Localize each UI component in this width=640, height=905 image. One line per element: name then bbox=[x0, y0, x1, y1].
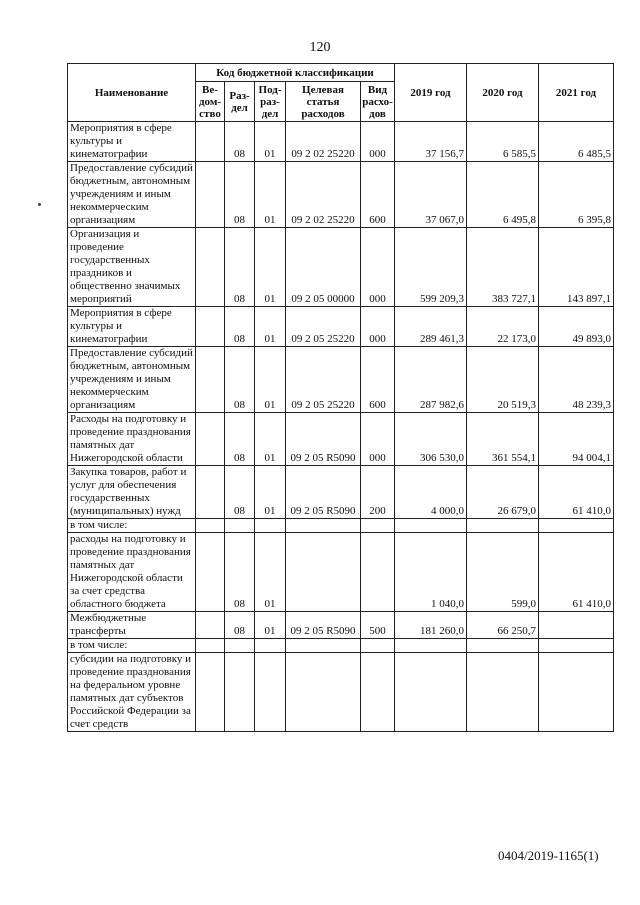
row-ved bbox=[196, 612, 225, 639]
row-name: Мероприятия в сфере культуры и кинематографии bbox=[68, 307, 196, 347]
row-vid: 600 bbox=[361, 347, 395, 413]
row-name: в том числе: bbox=[68, 639, 196, 653]
row-razdel: 08 bbox=[225, 307, 255, 347]
row-ved bbox=[196, 347, 225, 413]
row-target: 09 2 02 25220 bbox=[286, 122, 361, 162]
row-2019 bbox=[395, 639, 467, 653]
row-name: Мероприятия в сфере культуры и кинематографии bbox=[68, 122, 196, 162]
row-ved bbox=[196, 519, 225, 533]
header-razdel: Раз-дел bbox=[225, 82, 255, 122]
row-ved bbox=[196, 653, 225, 732]
row-podrazdel bbox=[255, 639, 286, 653]
row-2019: 306 530,0 bbox=[395, 413, 467, 466]
row-razdel: 08 bbox=[225, 612, 255, 639]
row-2020 bbox=[467, 639, 539, 653]
row-2020: 22 173,0 bbox=[467, 307, 539, 347]
row-podrazdel bbox=[255, 653, 286, 732]
row-2021: 61 410,0 bbox=[539, 533, 614, 612]
row-podrazdel: 01 bbox=[255, 228, 286, 307]
row-vid bbox=[361, 533, 395, 612]
row-2020: 66 250,7 bbox=[467, 612, 539, 639]
table-row bbox=[68, 162, 614, 228]
row-2019: 37 067,0 bbox=[395, 162, 467, 228]
row-2019: 181 260,0 bbox=[395, 612, 467, 639]
row-target: 09 2 05 R5090 bbox=[286, 612, 361, 639]
row-name: расходы на подготовку и проведение празднования памятных дат Нижегородской области за счет средства областного бюджета bbox=[68, 533, 196, 612]
row-ved bbox=[196, 228, 225, 307]
row-2020: 383 727,1 bbox=[467, 228, 539, 307]
row-podrazdel: 01 bbox=[255, 307, 286, 347]
row-vid bbox=[361, 639, 395, 653]
document-code: 0404/2019-1165(1) bbox=[498, 848, 599, 863]
row-target bbox=[286, 653, 361, 732]
row-vid: 000 bbox=[361, 122, 395, 162]
header-vedomstvo: Ве-дом-ство bbox=[196, 82, 225, 122]
row-razdel bbox=[225, 519, 255, 533]
row-target bbox=[286, 519, 361, 533]
row-ved bbox=[196, 122, 225, 162]
row-name: Закупка товаров, работ и услуг для обеспечения государственных (муниципальных) нужд bbox=[68, 466, 196, 519]
row-2019: 287 982,6 bbox=[395, 347, 467, 413]
row-2019: 37 156,7 bbox=[395, 122, 467, 162]
header-budget-code: Код бюджетной классификации bbox=[196, 64, 395, 82]
row-ved bbox=[196, 466, 225, 519]
table-row bbox=[68, 122, 614, 162]
row-vid: 000 bbox=[361, 228, 395, 307]
row-name: Предоставление субсидий бюджетным, автономным учреждениям и иным некоммерческим организациям bbox=[68, 162, 196, 228]
row-vid: 000 bbox=[361, 307, 395, 347]
row-name: в том числе: bbox=[68, 519, 196, 533]
stray-mark bbox=[38, 203, 41, 206]
table-row bbox=[68, 533, 614, 612]
row-name: Расходы на подготовку и проведение празднования памятных дат Нижегородской области bbox=[68, 413, 196, 466]
row-2021: 61 410,0 bbox=[539, 466, 614, 519]
row-podrazdel: 01 bbox=[255, 162, 286, 228]
header-2021: 2021 год bbox=[539, 64, 614, 122]
header-target: Целевая статья расходов bbox=[286, 82, 361, 122]
row-ved bbox=[196, 413, 225, 466]
row-target bbox=[286, 533, 361, 612]
row-2020: 599,0 bbox=[467, 533, 539, 612]
row-razdel: 08 bbox=[225, 162, 255, 228]
row-2019: 289 461,3 bbox=[395, 307, 467, 347]
budget-table bbox=[67, 63, 614, 732]
table-row bbox=[68, 612, 614, 639]
row-2021 bbox=[539, 612, 614, 639]
row-name: Предоставление субсидий бюджетным, автономным учреждениям и иным некоммерческим организациям bbox=[68, 347, 196, 413]
row-2020: 26 679,0 bbox=[467, 466, 539, 519]
row-ved bbox=[196, 533, 225, 612]
row-razdel: 08 bbox=[225, 228, 255, 307]
row-razdel bbox=[225, 639, 255, 653]
row-target: 09 2 05 25220 bbox=[286, 307, 361, 347]
table-row bbox=[68, 347, 614, 413]
row-razdel: 08 bbox=[225, 533, 255, 612]
row-vid: 600 bbox=[361, 162, 395, 228]
row-podrazdel: 01 bbox=[255, 347, 286, 413]
row-2020 bbox=[467, 653, 539, 732]
row-name: Организация и проведение государственных праздников и общественно значимых мероприятий bbox=[68, 228, 196, 307]
row-2021: 6 485,5 bbox=[539, 122, 614, 162]
row-name: Межбюджетные трансферты bbox=[68, 612, 196, 639]
row-vid bbox=[361, 519, 395, 533]
table-row bbox=[68, 519, 614, 533]
row-target bbox=[286, 639, 361, 653]
row-target: 09 2 02 25220 bbox=[286, 162, 361, 228]
header-podrazdel: Под-раз-дел bbox=[255, 82, 286, 122]
table-row bbox=[68, 228, 614, 307]
row-2021: 94 004,1 bbox=[539, 413, 614, 466]
row-2021 bbox=[539, 519, 614, 533]
row-2021: 6 395,8 bbox=[539, 162, 614, 228]
row-razdel: 08 bbox=[225, 413, 255, 466]
table-row bbox=[68, 653, 614, 732]
row-2021: 49 893,0 bbox=[539, 307, 614, 347]
row-name: субсидии на подготовку и проведение празднования на федеральном уровне памятных дат субъектов Российской Федерации за счет средств bbox=[68, 653, 196, 732]
row-2019: 1 040,0 bbox=[395, 533, 467, 612]
header-2020: 2020 год bbox=[467, 64, 539, 122]
table-row bbox=[68, 413, 614, 466]
header-2019: 2019 год bbox=[395, 64, 467, 122]
row-2020: 6 495,8 bbox=[467, 162, 539, 228]
row-2019: 599 209,3 bbox=[395, 228, 467, 307]
row-podrazdel: 01 bbox=[255, 466, 286, 519]
row-2019: 4 000,0 bbox=[395, 466, 467, 519]
table-row bbox=[68, 307, 614, 347]
row-2021: 48 239,3 bbox=[539, 347, 614, 413]
row-2019 bbox=[395, 519, 467, 533]
row-podrazdel: 01 bbox=[255, 122, 286, 162]
row-vid bbox=[361, 653, 395, 732]
row-ved bbox=[196, 639, 225, 653]
header-name: Наименование bbox=[68, 64, 196, 122]
row-razdel bbox=[225, 653, 255, 732]
row-ved bbox=[196, 162, 225, 228]
row-razdel: 08 bbox=[225, 466, 255, 519]
row-ved bbox=[196, 307, 225, 347]
row-2021: 143 897,1 bbox=[539, 228, 614, 307]
row-vid: 500 bbox=[361, 612, 395, 639]
row-podrazdel: 01 bbox=[255, 413, 286, 466]
row-2019 bbox=[395, 653, 467, 732]
row-2020: 20 519,3 bbox=[467, 347, 539, 413]
table-row bbox=[68, 639, 614, 653]
row-target: 09 2 05 25220 bbox=[286, 347, 361, 413]
row-target: 09 2 05 R5090 bbox=[286, 413, 361, 466]
row-2020 bbox=[467, 519, 539, 533]
row-razdel: 08 bbox=[225, 122, 255, 162]
page-number: 120 bbox=[309, 40, 331, 55]
row-podrazdel: 01 bbox=[255, 612, 286, 639]
row-2021 bbox=[539, 639, 614, 653]
row-2020: 361 554,1 bbox=[467, 413, 539, 466]
row-2021 bbox=[539, 653, 614, 732]
row-razdel: 08 bbox=[225, 347, 255, 413]
row-vid: 200 bbox=[361, 466, 395, 519]
row-podrazdel bbox=[255, 519, 286, 533]
row-target: 09 2 05 R5090 bbox=[286, 466, 361, 519]
row-vid: 000 bbox=[361, 413, 395, 466]
row-podrazdel: 01 bbox=[255, 533, 286, 612]
header-vid: Вид расхо-дов bbox=[362, 83, 393, 120]
row-target: 09 2 05 00000 bbox=[286, 228, 361, 307]
row-2020: 6 585,5 bbox=[467, 122, 539, 162]
table-row bbox=[68, 466, 614, 519]
